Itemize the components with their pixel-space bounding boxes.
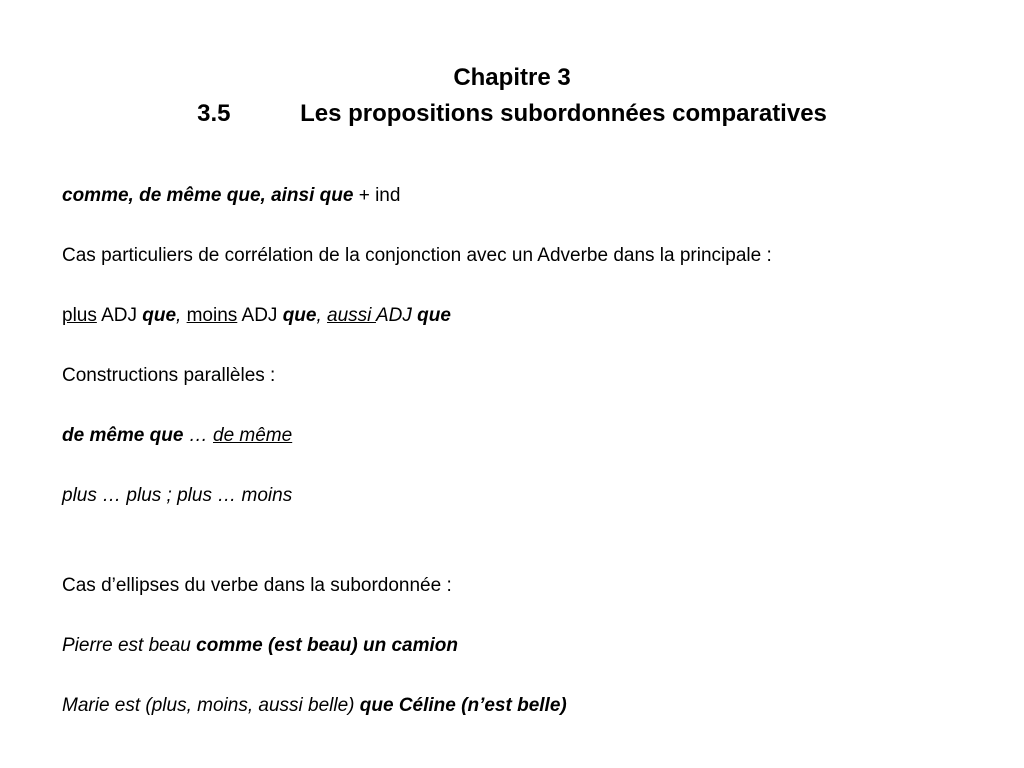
que-text: que: [417, 305, 451, 326]
moins-text: moins: [186, 305, 238, 326]
comma-text: ,: [316, 305, 328, 326]
que-text: que: [282, 305, 317, 326]
conjunctions-text: comme, de même que, ainsi que: [62, 185, 354, 206]
line-parallel-intro: [62, 364, 275, 388]
que-celine-text: que Céline (n’est belle): [359, 695, 567, 716]
marie-text: Marie est (plus, moins, aussi belle): [62, 695, 360, 716]
adj-text: ADJ: [375, 305, 418, 326]
section-title-text: Les propositions subordonnées comparatives: [300, 100, 827, 127]
line-ellipsis-example-1: [62, 634, 458, 658]
aussi-text: aussi: [327, 305, 376, 326]
line-correlation-examples: [62, 304, 451, 328]
section-number: 3.5: [197, 100, 231, 127]
plus-text: plus: [62, 305, 97, 326]
pierre-text: Pierre est beau: [62, 635, 197, 656]
line-parallel-example-1: [62, 424, 292, 448]
line-correlation-intro: [62, 244, 772, 268]
line-ellipsis-example-2: [62, 694, 567, 718]
comme-camion-text: comme (est beau) un camion: [196, 635, 458, 656]
adj-text: ADJ: [96, 305, 143, 326]
line-parallel-example-2: [62, 484, 292, 508]
de-meme-que-text: de même que: [62, 425, 184, 446]
comma-text: ,: [176, 305, 187, 326]
plus-plus-text: plus … plus ; plus … moins: [62, 485, 293, 506]
ellipsis-text: …: [183, 425, 213, 446]
section-title: [0, 99, 1024, 129]
line-conjunctions: [62, 184, 400, 208]
que-text: que: [142, 305, 177, 326]
correlation-intro-text: Cas particuliers de corrélation de la conjonction avec un Adverbe dans la principale :: [62, 245, 772, 266]
chapter-title: Chapitre 3: [453, 64, 571, 91]
line-ellipsis-intro: [62, 574, 452, 598]
mood-text: + ind: [353, 185, 401, 206]
parallel-intro-text: Constructions parallèles :: [62, 365, 276, 386]
adj-text: ADJ: [237, 305, 283, 326]
ellipsis-intro-text: Cas d’ellipses du verbe dans la subordonnée :: [62, 575, 452, 596]
de-meme-text: de même: [213, 425, 293, 446]
